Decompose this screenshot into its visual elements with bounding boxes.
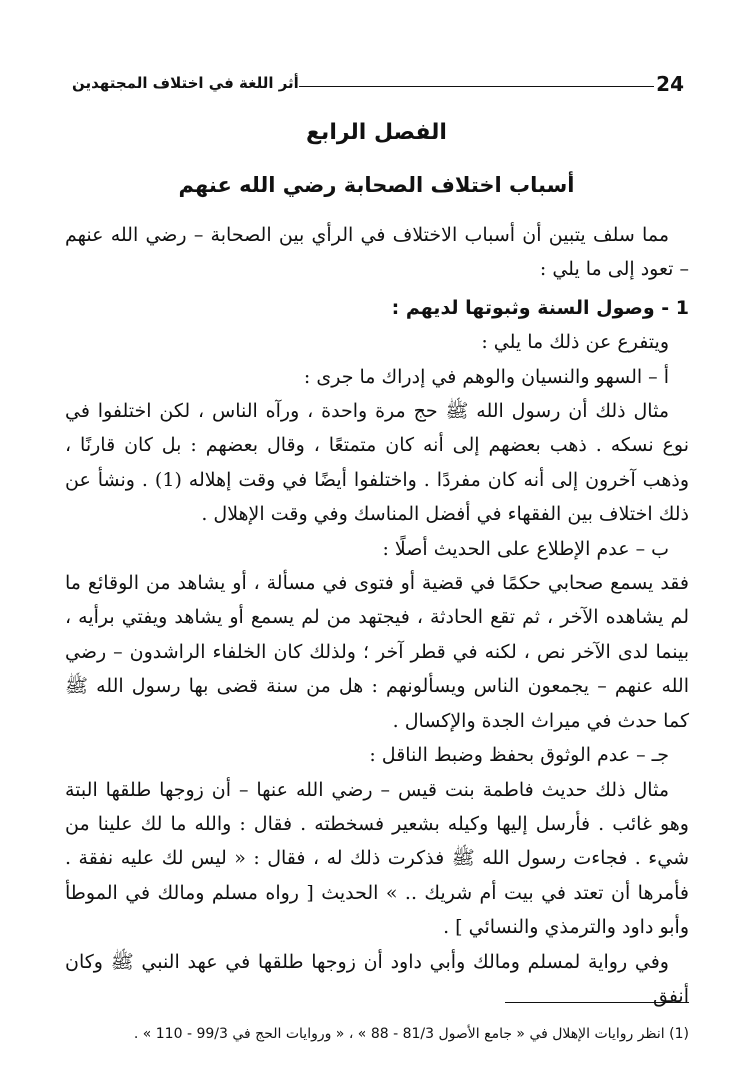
- body-text: [65, 218, 689, 1013]
- section-title: أسباب اختلاف الصحابة رضي الله عنهم: [178, 173, 575, 197]
- subsection-c-title: جـ – عدم الوثوق بحفظ وضبط الناقل :: [369, 744, 669, 767]
- page-header: [72, 72, 684, 102]
- subsection-c-text: مثال ذلك حديث فاطمة بنت قيس – رضي الله عنها – أن زوجها طلقها البتة وهو غائب . فأرسل إليها وكيله بشعير فسخطته . فقال : والله ما لك علينا من شيء . فجاءت رسول الله ﷺ فذكرت ذلك له ، فقال : « ليس لك عليه نفقة . فأمرها أن تعتد في بيت أم شريك .. » الحديث [ رواه مسلم ومالك في الموطأ وأبو داود والترمذي والنسائي ] .: [65, 778, 689, 939]
- subsection-a-title: أ – السهو والنسيان والوهم في إدراك ما جرى :: [303, 365, 669, 388]
- page-number: 24: [656, 72, 684, 96]
- intro-paragraph: مما سلف يتبين أن أسباب الاختلاف في الرأي بين الصحابة – رضي الله عنهم – تعود إلى ما يلي :: [65, 224, 689, 281]
- continuation-line: وفي رواية لمسلم ومالك وأبي داود أن زوجها طلقها في عهد النبي ﷺ وكان أنفق: [65, 950, 689, 1007]
- header-rule: [299, 86, 654, 87]
- running-title: أثر اللغة في اختلاف المجتهدين: [72, 74, 299, 92]
- subsection-a-text: مثال ذلك أن رسول الله ﷺ حج مرة واحدة ، ورآه الناس ، لكن اختلفوا في نوع نسكه . ذهب بعضهم إلى أنه كان متمتعًا ، وقال بعضهم : بل كان قارنًا ، وذهب آخرون إلى أنه كان مفردًا . واختلفوا أيضًا في وقت إهلاله (1) . ونشأ عن ذلك اختلاف بين الفقهاء في أفضل المناسك وفي وقت الإهلال .: [65, 400, 689, 526]
- chapter-title: الفصل الرابع: [306, 120, 447, 145]
- branch-intro: ويتفرع عن ذلك ما يلي :: [481, 331, 669, 354]
- footnote: (1) انظر روايات الإهلال في « جامع الأصول 81/3 - 88 » ، « وروايات الحج في 99/3 - 110 » .: [133, 1026, 689, 1042]
- subsection-b-text: فقد يسمع صحابي حكمًا في قضية أو فتوى في مسألة ، أو يشاهد من الوقائع ما لم يشاهده الآخر ، ثم تقع الحادثة ، فيجتهد من لم يسمع أو يشاهد ويفتي برأيه ، بينما لدى الآخر نص ، لكنه في قطر آخر ؛ ولذلك كان الخلفاء الراشدون – رضي الله عنهم – يجمعون الناس ويسألونهم : هل من سنة قضى بها رسول الله ﷺ كما حدث في ميراث الجدة والإكسال .: [65, 572, 689, 732]
- footnote-rule: [505, 1002, 689, 1003]
- point-1-heading: 1 - وصول السنة وثبوتها لديهم :: [391, 296, 689, 319]
- subsection-b-title: ب – عدم الإطلاع على الحديث أصلًا :: [382, 537, 669, 560]
